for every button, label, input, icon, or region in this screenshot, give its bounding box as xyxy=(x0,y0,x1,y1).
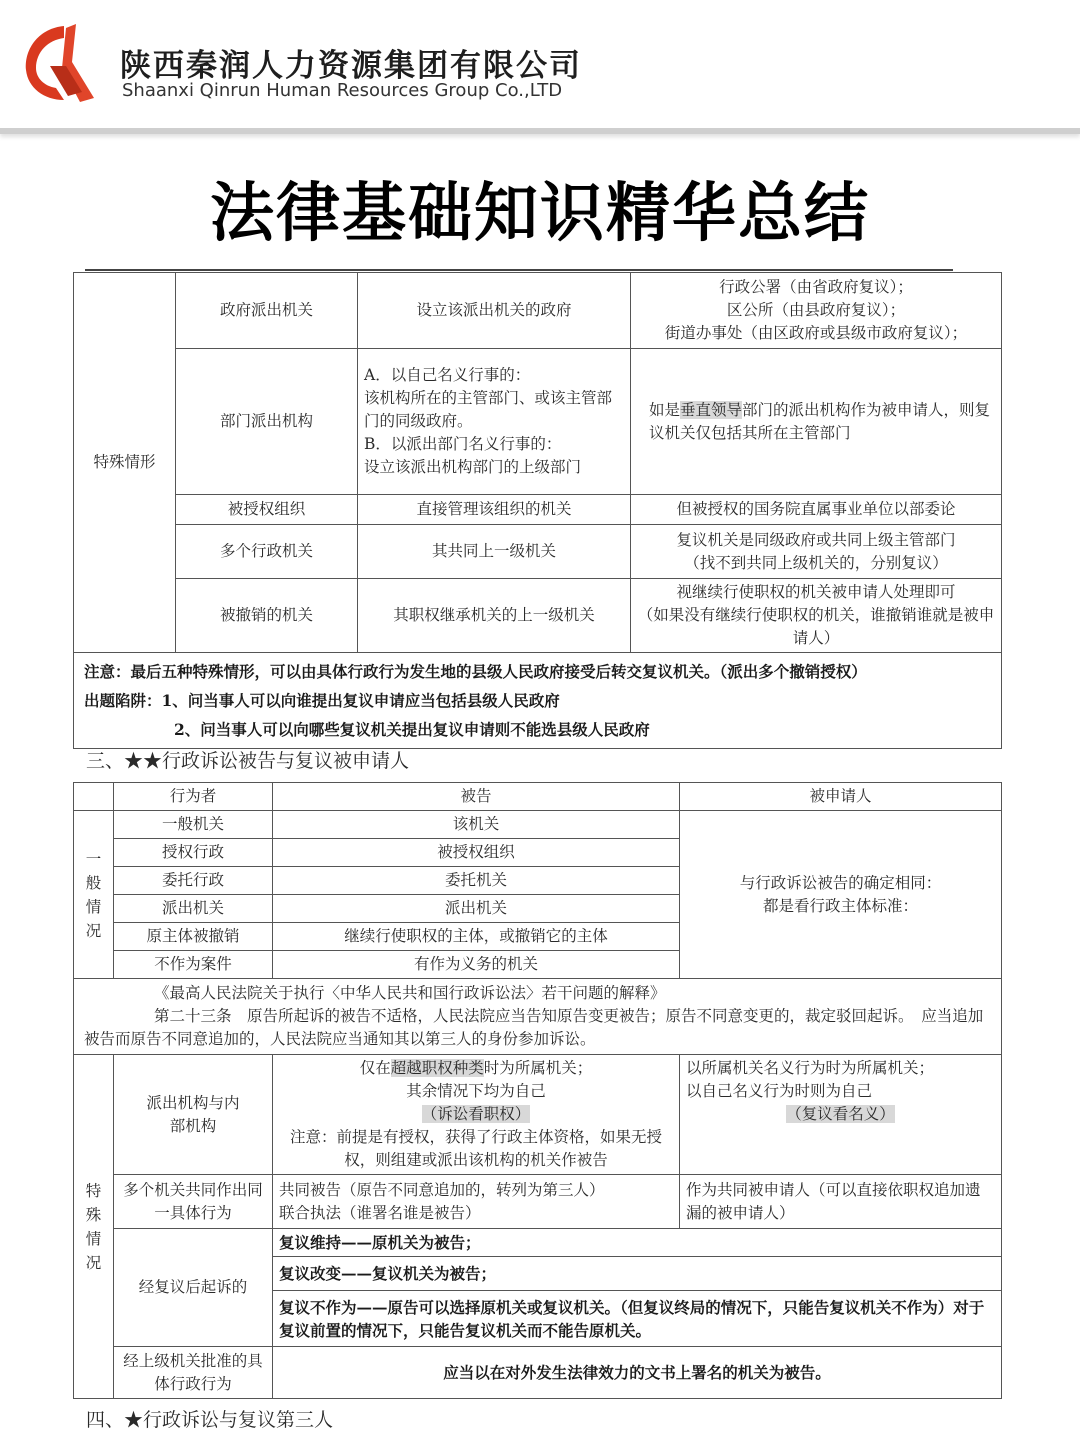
table-cell: 被撤销的机关 xyxy=(176,579,358,653)
table-cell: 多个行政机关 xyxy=(176,525,358,579)
table-cell: 行政公署（由省政府复议）； 区公所（由县政府复议）； 街道办事处（由区政府或县级市政府复议）； xyxy=(631,273,1002,349)
table-cell: 一般机关 xyxy=(114,811,273,839)
column-header: 被申请人 xyxy=(680,783,1002,811)
column-header: 行为者 xyxy=(114,783,273,811)
company-name-cn: 陕西秦润人力资源集团有限公司 xyxy=(120,48,582,84)
table-cell: 其共同上一级机关 xyxy=(358,525,631,579)
table-cell: 其职权继承机关的上一级机关 xyxy=(358,579,631,653)
table-cell: 被授权组织 xyxy=(176,495,358,525)
table-cell: 应当以在对外发生法律效力的文书上署名的机关为被告。 xyxy=(273,1347,1002,1399)
special-cases-table xyxy=(73,272,1002,749)
special-label: 特 殊 情 况 xyxy=(74,1055,114,1399)
table-cell: 共同被告（原告不同意追加的，转列为第三人） 联合执法（谁署名谁是被告） xyxy=(273,1175,680,1229)
table-cell: 仅在超越职权种类时为所属机关； 其余情况下均为自己 （诉讼看职权） 注意：前提是有授权，获得了行政主体资格，如果无授权，则组建或派出该机构的机关作被告 xyxy=(273,1055,680,1175)
table-cell: 复议机关是同级政府或共同上级主管部门 （找不到共同上级机关的，分别复议） xyxy=(631,525,1002,579)
table-cell xyxy=(74,783,114,811)
page-header xyxy=(0,0,1080,134)
section-heading-3: 三、★★行政诉讼被告与复议被申请人 xyxy=(86,750,410,772)
company-name-en: Shaanxi Qinrun Human Resources Group Co.,LTD xyxy=(122,80,563,101)
table-cell: A．以自己名义行事的： 该机构所在的主管部门、或该主管部门的同级政府。 B．以派出部门名义行事的： 设立该派出机构部门的上级部门 xyxy=(358,349,631,495)
table-cell: 继续行使职权的主体，或撤销它的主体 xyxy=(273,923,680,951)
table-cell: 被授权组织 xyxy=(273,839,680,867)
table-cell: 直接管理该组织的机关 xyxy=(358,495,631,525)
table-cell: 委托行政 xyxy=(114,867,273,895)
citation-cell: 《最高人民法院关于执行〈中华人民共和国行政诉讼法〉若干问题的解释》 第二十三条 原告所起诉的被告不适格，人民法院应当告知原告变更被告；原告不同意变更的，裁定驳回起诉。 应当追加被告而原告不同意追加的，人民法院应当通知其以第三人的身份参加诉讼。 xyxy=(74,979,1002,1055)
table-cell: 部门派出机构 xyxy=(176,349,358,495)
table-cell: 复议改变——复议机关为被告； xyxy=(273,1257,1002,1291)
table-cell: 经上级机关批准的具体行政行为 xyxy=(114,1347,273,1399)
general-label: 一 般 情 况 xyxy=(74,811,114,979)
table-cell: 不作为案件 xyxy=(114,951,273,979)
table-cell: 以所属机关名义行为时为所属机关； 以自己名义行为时则为自己 （复议看名义） xyxy=(680,1055,1002,1175)
table-cell: 作为共同被申请人（可以直接依职权追加遗漏的被申请人） xyxy=(680,1175,1002,1229)
table-cell: 复议不作为——原告可以选择原机关或复议机关。（但复议终局的情况下，只能告复议机关不作为）对于复议前置的情况下，只能告复议机关而不能告原机关。 xyxy=(273,1291,1002,1347)
table-cell: 授权行政 xyxy=(114,839,273,867)
table-cell: 经复议后起诉的 xyxy=(114,1229,273,1347)
table-cell: 视继续行使职权的机关被申请人处理即可 （如果没有继续行使职权的机关，谁撤销谁就是被申请人） xyxy=(631,579,1002,653)
table-cell: 该机关 xyxy=(273,811,680,839)
table-cell: 复议维持——原机关为被告； xyxy=(273,1229,1002,1257)
section-heading-4: 四、★行政诉讼与复议第三人 xyxy=(86,1409,334,1431)
table-cell: 原主体被撤销 xyxy=(114,923,273,951)
table-cell: 但被授权的国务院直属事业单位以部委论 xyxy=(631,495,1002,525)
page-title: 法律基础知识精华总结 xyxy=(210,177,870,251)
table-cell: 派出机构与内部机构 xyxy=(114,1055,273,1175)
table-cell: 派出机关 xyxy=(273,895,680,923)
table-cell: 设立该派出机关的政府 xyxy=(358,273,631,349)
table-cell: 有作为义务的机关 xyxy=(273,951,680,979)
group-label: 特殊情形 xyxy=(74,273,176,653)
divider xyxy=(85,269,953,271)
column-header: 被告 xyxy=(273,783,680,811)
table-cell: 如是垂直领导部门的派出机构作为被申请人，则复议机关仅包括其所在主管部门 xyxy=(631,349,1002,495)
table-cell: 委托机关 xyxy=(273,867,680,895)
table-cell: 派出机关 xyxy=(114,895,273,923)
notes-cell: 注意：最后五种特殊情形，可以由具体行政行为发生地的县级人民政府接受后转交复议机关。（派出多个撤销授权） 出题陷阱：1、问当事人可以向谁提出复议申请应当包括县级人民政府 2、问当事人可以向哪些复议机关提出复议申请则不能选县级人民政府 xyxy=(74,653,1002,749)
table-cell: 政府派出机关 xyxy=(176,273,358,349)
company-logo-icon xyxy=(20,22,100,106)
table-cell: 与行政诉讼被告的确定相同： 都是看行政主体标准： xyxy=(680,811,1002,979)
table-cell: 多个机关共同作出同一具体行为 xyxy=(114,1175,273,1229)
defendant-table xyxy=(73,782,1002,1399)
